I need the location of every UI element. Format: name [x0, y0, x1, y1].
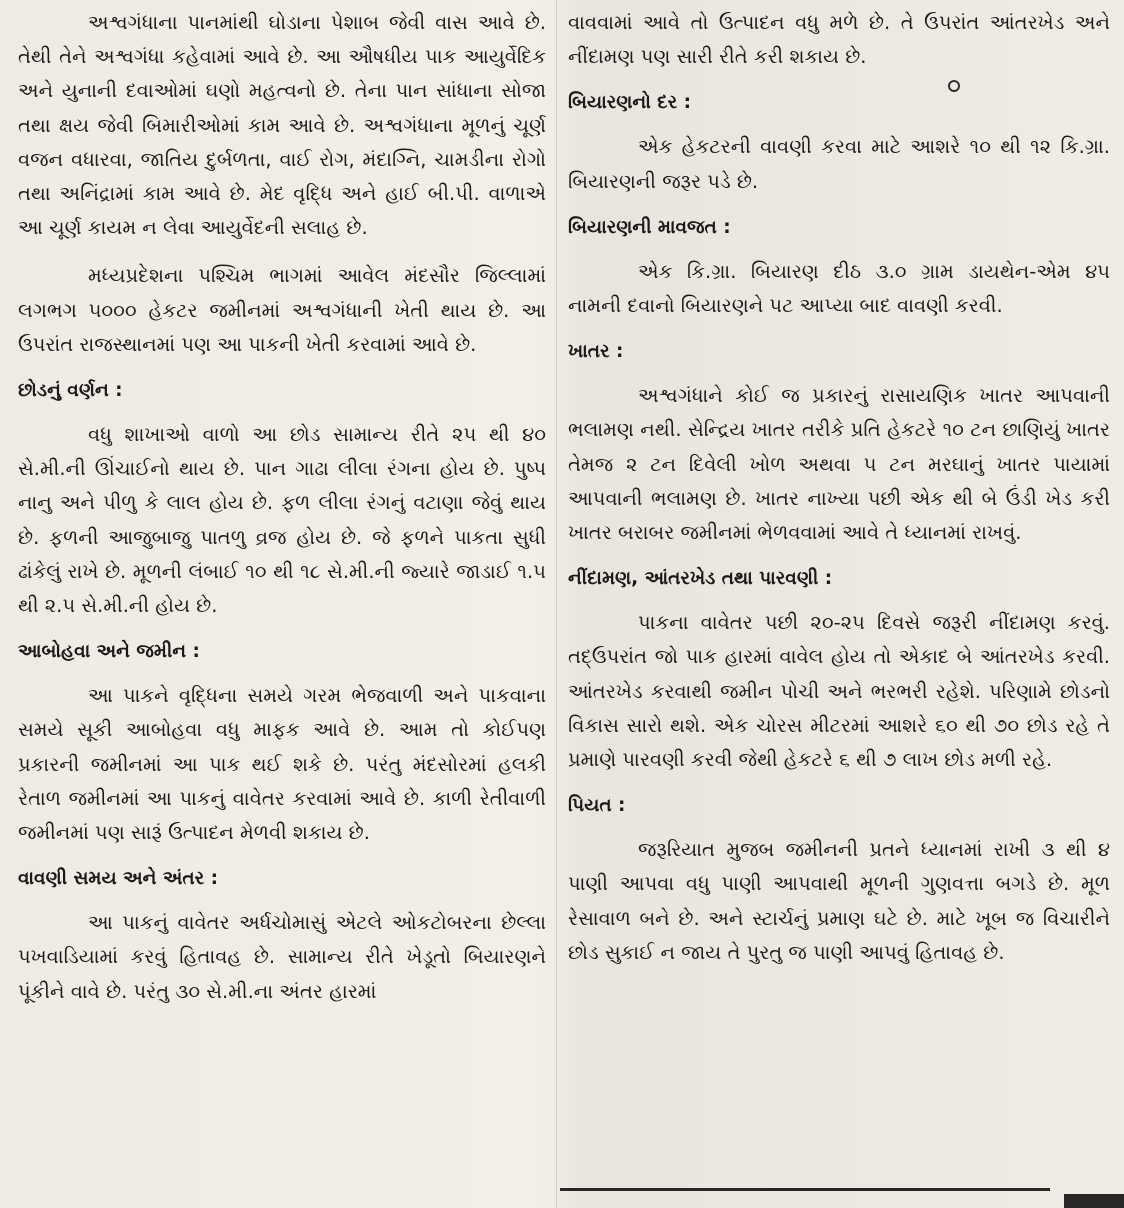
seed-treatment-body: એક કિ.ગ્રા. બિયારણ દીઠ ૩.૦ ગ્રામ ડાયથેન-એમ ૪૫ નામની દવાનો બિયારણને પટ આપ્યા બાદ વાવણી કરવી.: [568, 259, 1110, 318]
plant-description-heading: છોડનું વર્ણન :: [18, 380, 123, 402]
seed-rate-heading: બિયારણનો દર :: [568, 92, 692, 114]
manure-heading: ખાતર :: [568, 341, 624, 363]
left-column: [18, 6, 546, 1023]
sowing-time-body: આ પાકનું વાવેતર અર્ધચોમાસું એટલે ઓકટોબરના છેલ્લા પખવાડિયામાં કરવું હિતાવહ છે. સામાન્ય રીતે ખેડૂતો બિયારણને પૂંકીને વાવે છે. પરંતુ ૩૦ સે.મી.ના અંતર હારમાં: [18, 911, 546, 1003]
weeding-body: પાકના વાવેતર પછી ૨૦-૨૫ દિવસે જરૂરી નીંદામણ કરવું. તદ્ઉપરાંત જો પાક હારમાં વાવેલ હોય તો એકાદ બે આંતરખેડ કરવી. આંતરખેડ કરવાથી જમીન પોચી અને ભરભરી રહેશે. પરિણામે છોડનો વિકાસ સારો થશે. એક ચોરસ મીટરમાં આશરે ૬૦ થી ૭૦ છોડ રહે તે પ્રમાણે પારવણી કરવી જેથી હેકટરે ૬ થી ૭ લાખ છોડ મળી રહે.: [568, 611, 1110, 772]
climate-soil-heading: આબોહવા અને જમીન :: [18, 641, 200, 663]
page-corner-tab: [1064, 1194, 1124, 1208]
intro-paragraph-2: મધ્યપ્રદેશના પશ્ચિમ ભાગમાં આવેલ મંદસૌર જિલ્લામાં લગભગ ૫૦૦૦ હેકટર જમીનમાં અશ્વગંધાની ખેતી થાય છે. આ ઉપરાંત રાજસ્થાનમાં પણ આ પાકની ખેતી કરવામાં આવે છે.: [18, 264, 546, 356]
manure-body: અશ્વગંધાને કોઈ જ પ્રકારનું રાસાયણિક ખાતર આપવાની ભલામણ નથી. સેન્દ્રિય ખાતર તરીકે પ્રતિ હેકટરે ૧૦ ટન છાણિયું ખાતર તેમજ ૨ ટન દિવેલી ખોળ અથવા ૫ ટન મરઘાનું ખાતર પાયામાં આપવાની ભલામણ છે. ખાતર નાખ્યા પછી એક થી બે ઉંડી ખેડ કરી ખાતર બરાબર જમીનમાં ભેળવવામાં આવે તે ધ્યાનમાં રાખવું.: [568, 384, 1110, 545]
seed-rate-body: એક હેકટરની વાવણી કરવા માટે આશરે ૧૦ થી ૧૨ કિ.ગ્રા. બિયારણની જરૂર પડે છે.: [568, 135, 1110, 193]
climate-soil-body: આ પાકને વૃદ્ધિના સમયે ગરમ ભેજવાળી અને પાકવાના સમયે સૂકી આબોહવા વધુ માફક આવે છે. આમ તો કોઈપણ પ્રકારની જમીનમાં આ પાક થઈ શકે છે. પરંતુ મંદસોરમાં હલકી રેતાળ જમીનમાં આ પાકનું વાવેતર કરવામાં આવે છે. કાળી રેતીવાળી જમીનમાં પણ સારૂં ઉત્પાદન મેળવી શકાય છે.: [18, 684, 546, 845]
sowing-continuation: વાવવામાં આવે તો ઉત્પાદન વધુ મળે છે. તે ઉપરાંત આંતરખેડ અને નીંદામણ પણ સારી રીતે કરી શકાય છે.: [568, 11, 1110, 69]
column-divider: [556, 0, 557, 1208]
irrigation-body: જરૂરિયાત મુજબ જમીનની પ્રતને ધ્યાનમાં રાખી ૩ થી ૪ પાણી આપવા વધુ પાણી આપવાથી મૂળની ગુણવત્તા બગડે છે. મૂળ રેસાવાળ બને છે. અને સ્ટાર્ચનું પ્રમાણ ઘટે છે. માટે ખૂબ જ વિચારીને છોડ સુકાઈ ન જાય તે પુરતુ જ પાણી આપવું હિતાવહ છે.: [568, 838, 1110, 964]
bottom-rule: [560, 1188, 1050, 1191]
weeding-heading: નીંદામણ, આંતરખેડ તથા પારવણી :: [568, 568, 833, 590]
seed-treatment-heading: બિયારણની માવજત :: [568, 216, 731, 238]
plant-description-body: વધુ શાખાઓ વાળો આ છોડ સામાન્ય રીતે ૨૫ થી ૪૦ સે.મી.ની ઊંચાઈનો થાય છે. પાન ગાઢા લીલા રંગના હોય છે. પુષ્પ નાનુ અને પીળુ કે લાલ હોય છે. ફળ લીલા રંગનું વટાણા જેવું થાય છે. ફળની આજુબાજુ પાતળુ વ્રજ હોય છે. જે ફળને પાકતા સુધી ઢાંકેલું રાખે છે. મૂળની લંબાઈ ૧૦ થી ૧૮ સે.મી.ની જ્યારે જાડાઈ ૧.૫ થી ૨.૫ સે.મી.ની હોય છે.: [18, 423, 546, 618]
right-column: [568, 6, 1110, 984]
sowing-time-heading: વાવણી સમય અને અંતર :: [18, 868, 219, 890]
stray-mark: [948, 80, 960, 92]
intro-paragraph-1: અશ્વગંધાના પાનમાંથી ઘોડાના પેશાબ જેવી વાસ આવે છે. તેથી તેને અશ્વગંધા કહેવામાં આવે છે. આ ઔષધીય પાક આયુર્વેદિક અને યુનાની દવાઓમાં ઘણો મહત્વનો છે. તેના પાન સાંધાના સોજા તથા ક્ષય જેવી બિમારીઓમાં કામ આવે છે. અશ્વગંધાના મૂળનું ચૂર્ણ વજન વધારવા, જાતિય દુર્બળતા, વાઈ રોગ, મંદાગ્નિ, ચામડીના રોગો તથા અનિંદ્રામાં કામ આવે છે. મેદ વૃદ્ધિ અને હાઈ બી.પી. વાળાએ આ ચૂર્ણ કાયમ ન લેવા આયુર્વેદની સલાહ છે.: [18, 11, 546, 240]
irrigation-heading: પિયત :: [568, 795, 626, 817]
